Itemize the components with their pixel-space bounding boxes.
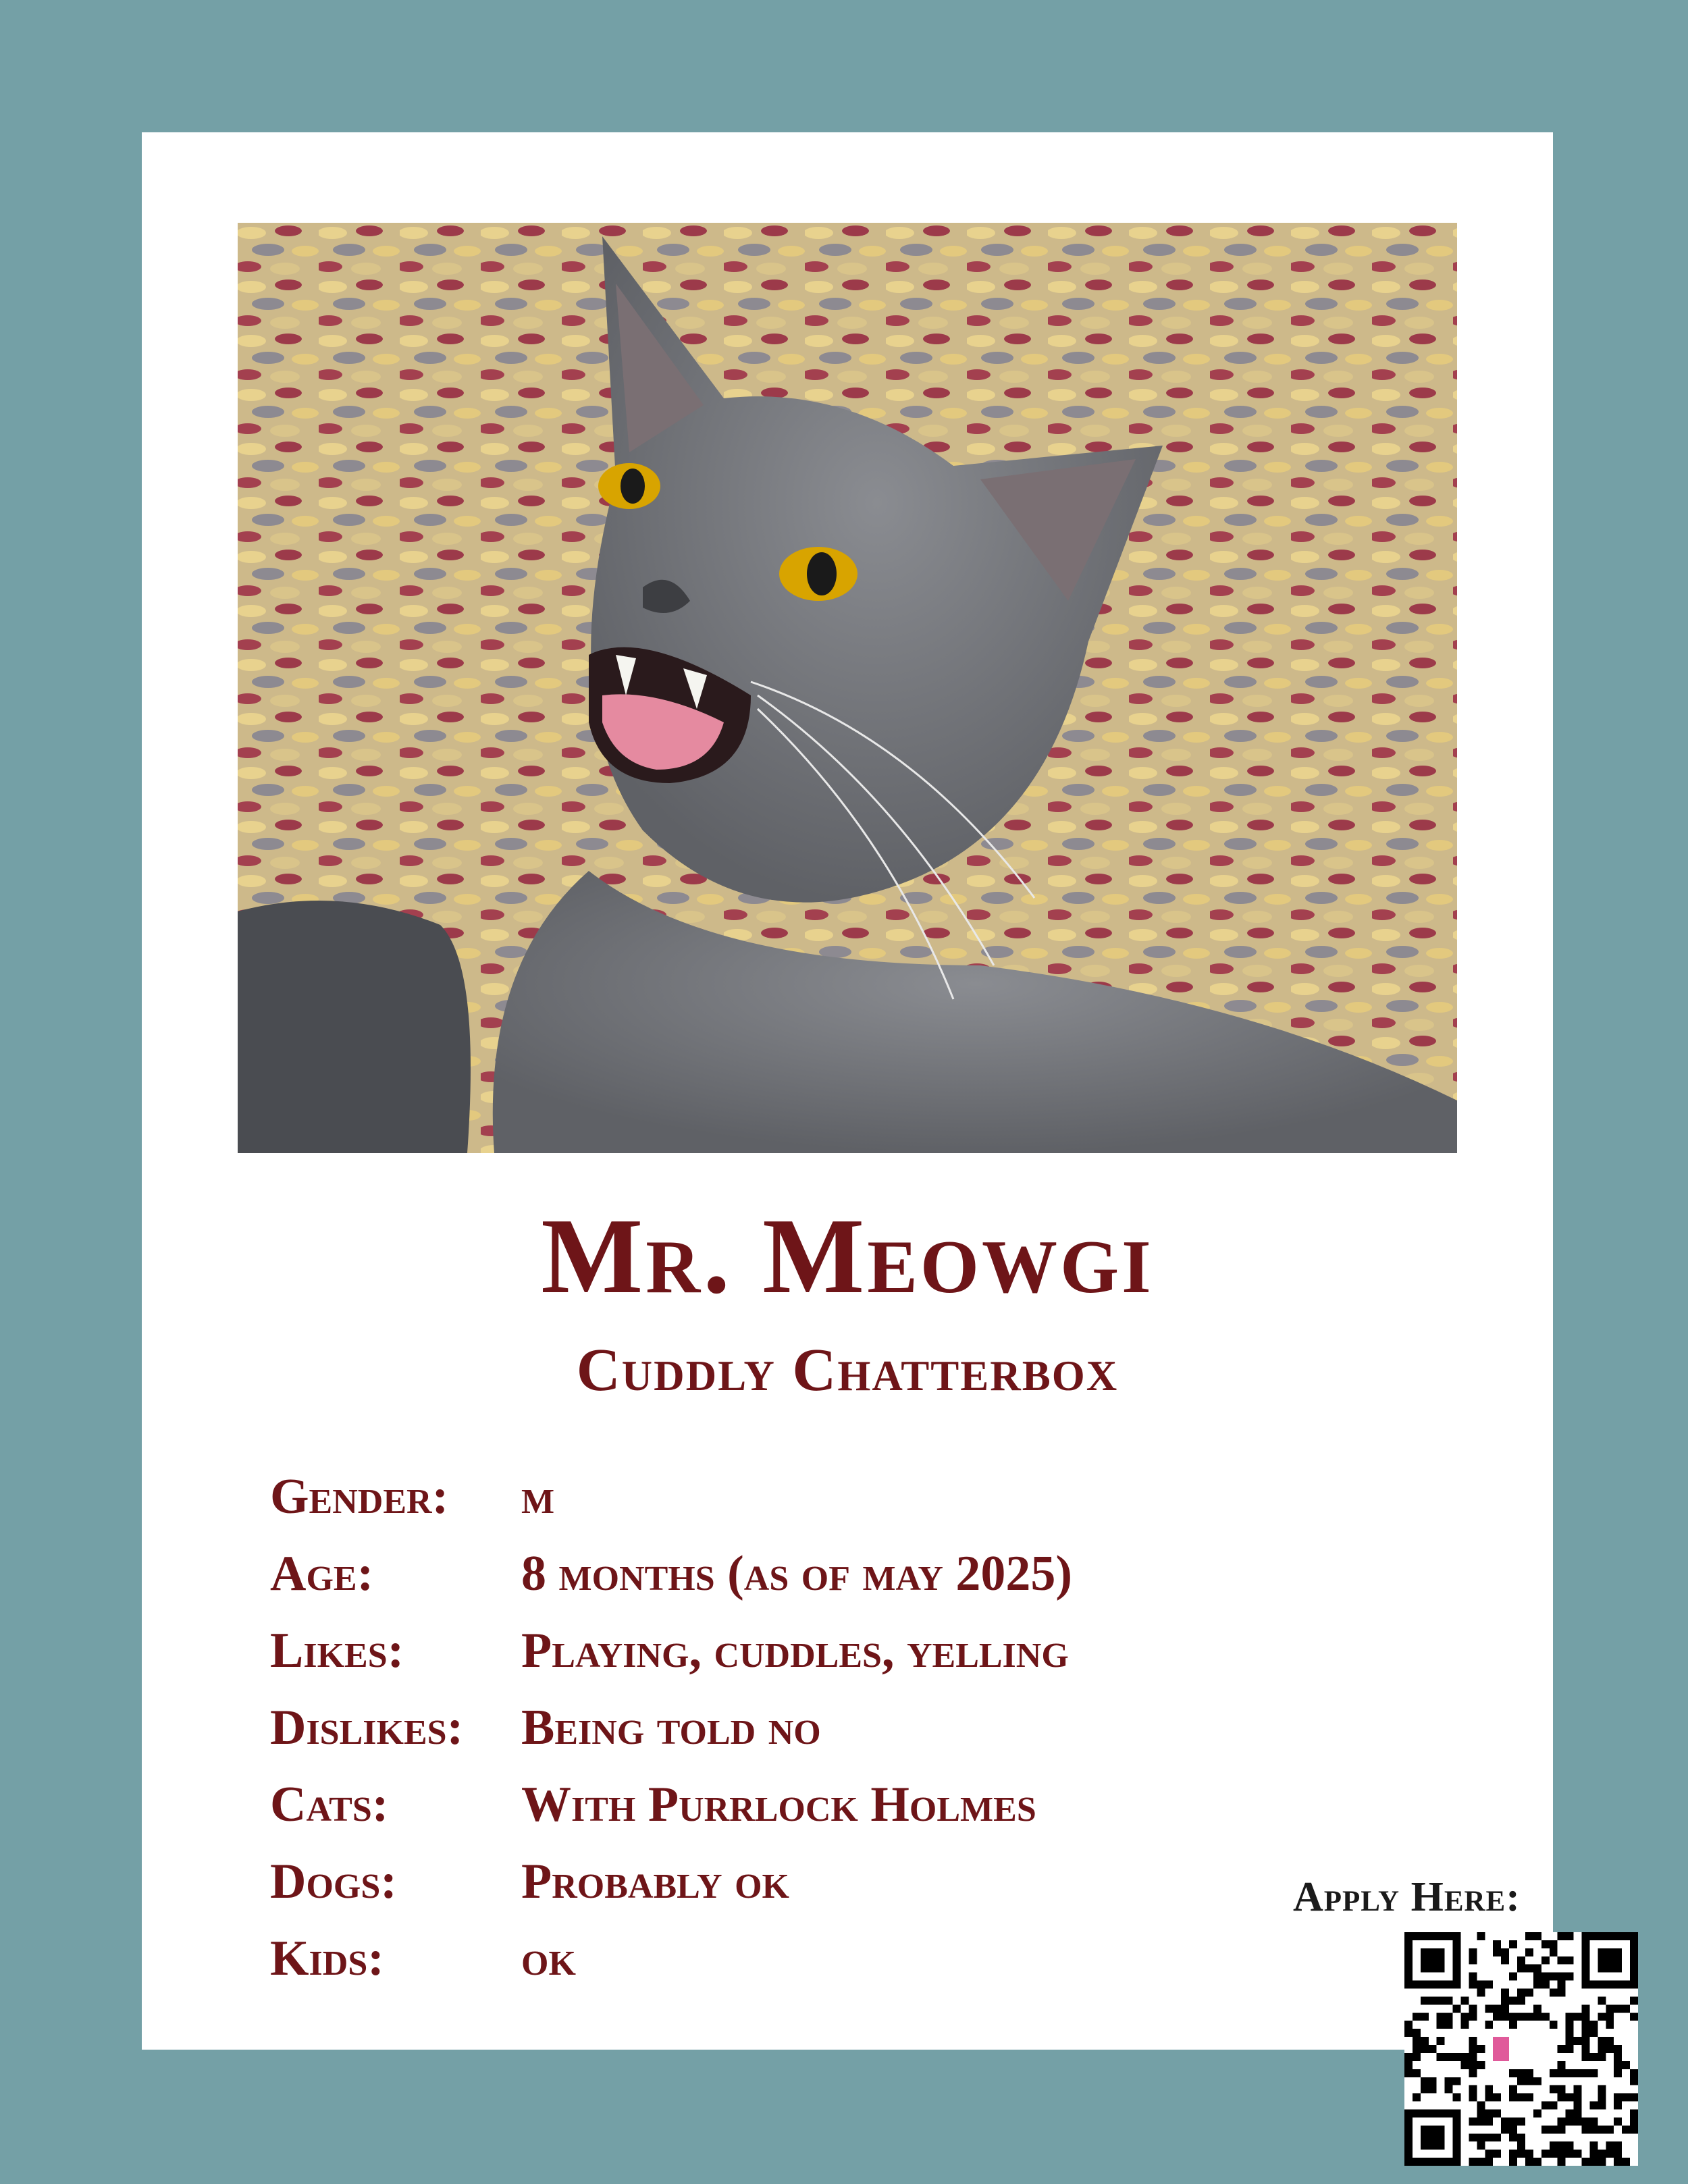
fact-row-kids <box>270 1920 1072 1997</box>
apply-label: Apply Here: <box>1293 1874 1521 1920</box>
fact-value: Probably ok <box>521 1853 789 1909</box>
fact-label: Kids: <box>270 1930 384 1986</box>
cat-photo-image <box>238 223 1457 1153</box>
cat-name: Mr. Meowgi <box>541 1196 1154 1316</box>
fact-row-gender <box>270 1458 1072 1535</box>
fact-row-cats <box>270 1766 1072 1843</box>
fact-label: Age: <box>270 1545 374 1601</box>
fact-value: ok <box>521 1930 576 1986</box>
fact-value: Being told no <box>521 1699 821 1755</box>
fact-row-dislikes <box>270 1689 1072 1766</box>
fact-value: 8 months (as of may 2025) <box>521 1545 1073 1601</box>
fact-label: Dislikes: <box>270 1699 464 1755</box>
fact-label: Dogs: <box>270 1853 397 1909</box>
fact-label: Cats: <box>270 1776 389 1832</box>
cat-tagline: Cuddly Chatterbox <box>576 1337 1119 1404</box>
fact-value: With Purrlock Holmes <box>521 1776 1036 1832</box>
cat-facts <box>270 1458 1072 1997</box>
qr-code-icon[interactable] <box>1404 1932 1638 2166</box>
fact-row-dogs <box>270 1843 1072 1920</box>
fact-row-likes <box>270 1612 1072 1689</box>
fact-label: Likes: <box>270 1622 404 1678</box>
fact-value: Playing, cuddles, yelling <box>521 1622 1069 1678</box>
fact-row-age <box>270 1535 1072 1612</box>
fact-value: m <box>521 1468 555 1524</box>
cat-photo <box>238 223 1457 1153</box>
fact-label: Gender: <box>270 1468 449 1524</box>
